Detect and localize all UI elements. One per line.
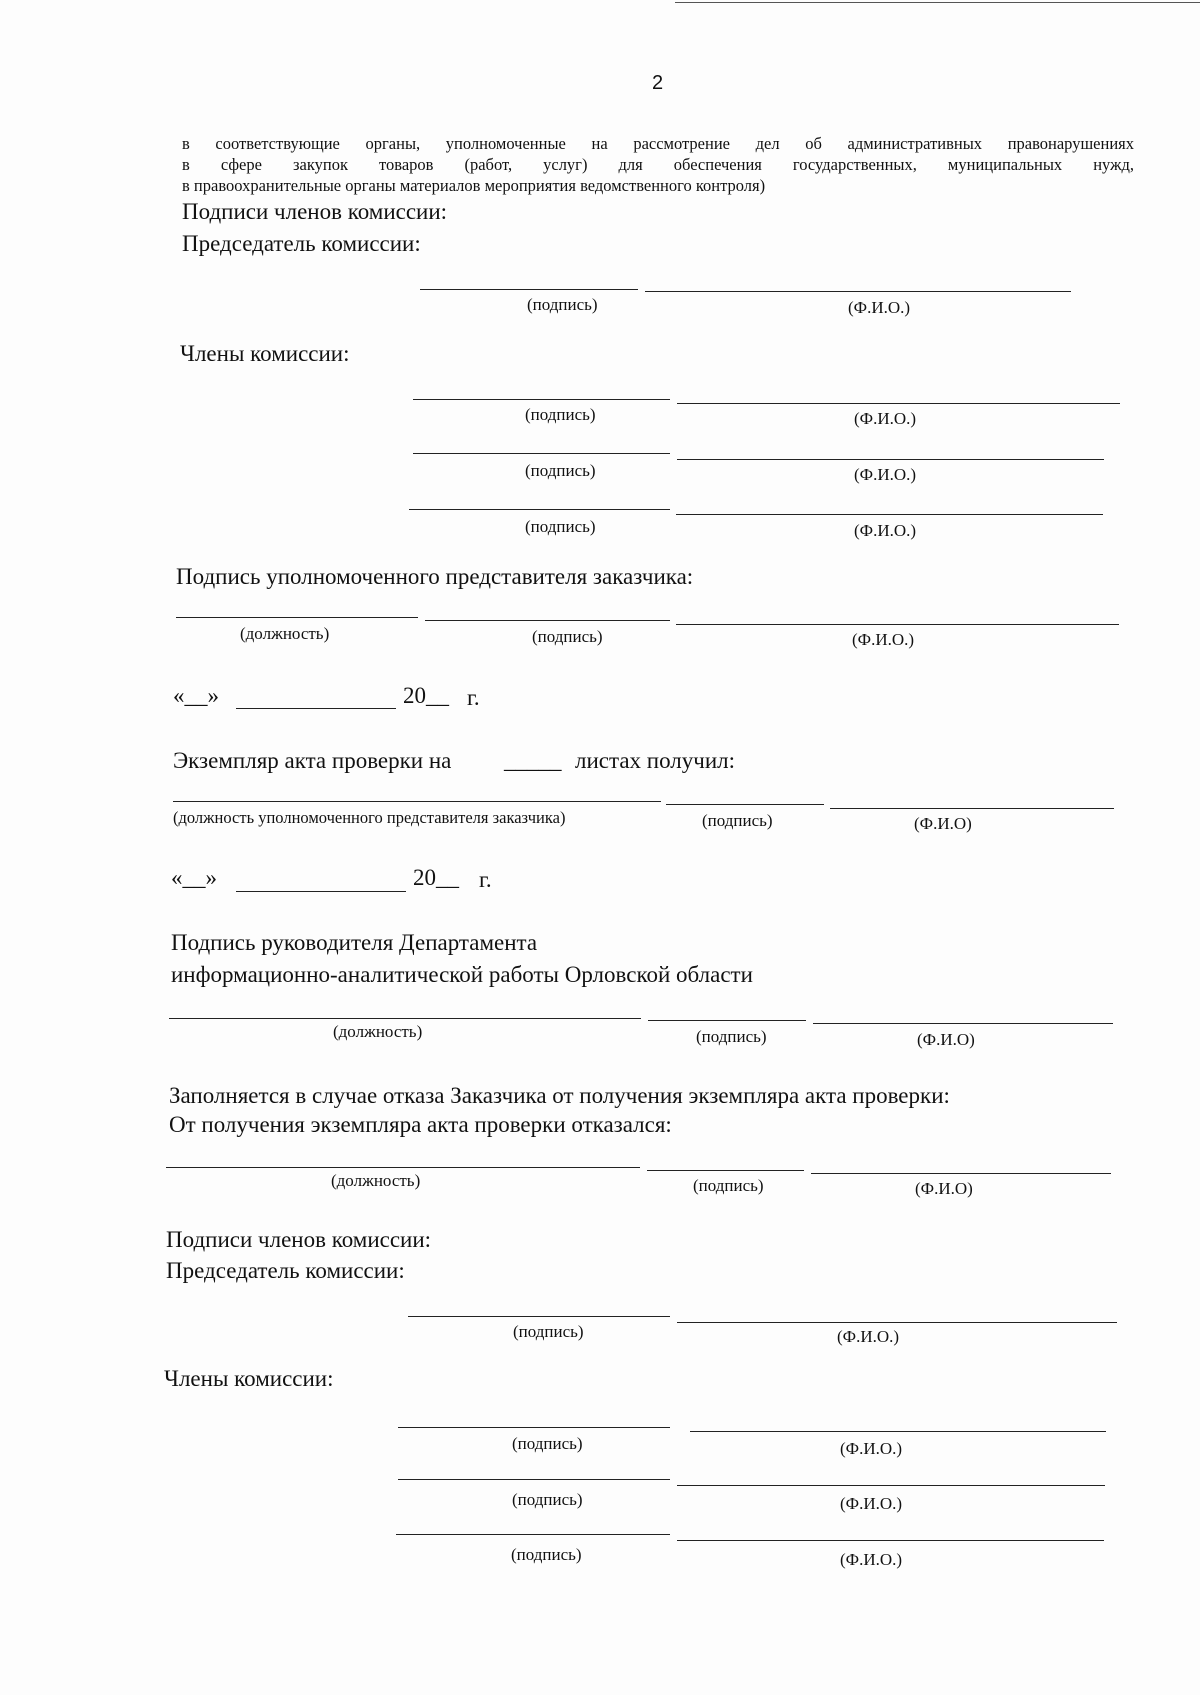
- refusal-signature-line: [647, 1170, 804, 1171]
- member-3-signature-caption: (подпись): [525, 517, 596, 536]
- chairman-signature-line: [420, 289, 638, 290]
- commission-2-member-1-signature-caption: (подпись): [512, 1434, 583, 1453]
- intro-paragraph: [182, 133, 1134, 196]
- member-3-signature-line: [409, 509, 670, 510]
- head-fio-caption: (Ф.И.О): [917, 1030, 975, 1049]
- refusal-position-caption: (должность): [331, 1171, 421, 1190]
- date-1-month-blank: [236, 708, 396, 709]
- copy-received-fio-caption: (Ф.И.О): [914, 814, 972, 833]
- customer-rep-position-caption: (должность): [240, 624, 330, 643]
- member-2-fio-line: [677, 459, 1104, 460]
- commission-2-member-1-fio-caption: (Ф.И.О.): [840, 1439, 903, 1458]
- customer-rep-position-line: [176, 617, 418, 618]
- copy-received-signature-caption: (подпись): [702, 811, 773, 830]
- date-1-year: 20__: [403, 683, 449, 708]
- commission-2-member-2-signature-caption: (подпись): [512, 1490, 583, 1509]
- commission-2-chairman-fio-line: [677, 1322, 1117, 1323]
- customer-rep-fio-line: [676, 624, 1119, 625]
- commission-2-members-heading: Члены комиссии:: [164, 1366, 334, 1391]
- head-position-caption: (должность): [333, 1022, 423, 1041]
- refusal-fio-line: [811, 1173, 1111, 1174]
- head-fio-line: [813, 1023, 1113, 1024]
- head-signature-line: [648, 1020, 806, 1021]
- date-2-day: «__»: [171, 865, 217, 890]
- intro-line-1: в соответствующие органы, уполномоченные на рассмотрение дел об административных правонарушениях: [182, 134, 1134, 153]
- head-signature-caption: (подпись): [696, 1027, 767, 1046]
- refusal-fio-caption: (Ф.И.О): [915, 1179, 973, 1198]
- commission-members-heading: Члены комиссии:: [180, 341, 350, 366]
- commission-2-chairman-heading: Председатель комиссии:: [166, 1258, 405, 1283]
- member-2-fio-caption: (Ф.И.О.): [854, 465, 917, 484]
- member-3-fio-line: [676, 514, 1103, 515]
- chairman-fio-line: [645, 291, 1071, 292]
- page-number: 2: [652, 72, 664, 94]
- member-3-fio-caption: (Ф.И.О.): [854, 521, 917, 540]
- commission-2-chairman-fio-caption: (Ф.И.О.): [837, 1327, 900, 1346]
- intro-line-3: в правоохранительные органы материалов мероприятия ведомственного контроля): [182, 176, 766, 195]
- top-edge-rule: [675, 2, 1200, 3]
- date-1-year-suffix: г.: [467, 685, 480, 710]
- member-1-signature-line: [413, 399, 670, 400]
- refusal-signature-caption: (подпись): [693, 1176, 764, 1195]
- date-1-day: «__»: [173, 683, 219, 708]
- copy-received-position-caption: (должность уполномоченного представителя заказчика): [173, 808, 566, 827]
- commission-2-member-1-fio-line: [690, 1431, 1106, 1432]
- copy-received-position-line: [173, 801, 661, 802]
- copy-received-signature-line: [666, 804, 824, 805]
- member-1-fio-caption: (Ф.И.О.): [854, 409, 917, 428]
- commission-2-member-3-fio-caption: (Ф.И.О.): [840, 1550, 903, 1569]
- copy-received-prefix: Экземпляр акта проверки на: [173, 748, 452, 773]
- commission-2-member-3-fio-line: [677, 1540, 1104, 1541]
- customer-rep-signature-line: [425, 620, 670, 621]
- commission-2-signatures-heading: Подписи членов комиссии:: [166, 1227, 432, 1252]
- member-1-fio-line: [677, 403, 1120, 404]
- member-2-signature-line: [413, 453, 670, 454]
- commission-2-member-2-fio-line: [677, 1485, 1105, 1486]
- commission-2-chairman-signature-line: [408, 1316, 670, 1317]
- copy-received-suffix: листах получил:: [575, 748, 736, 773]
- chairman-fio-caption: (Ф.И.О.): [848, 298, 911, 317]
- customer-rep-signature-caption: (подпись): [532, 627, 603, 646]
- copy-received-fio-line: [830, 808, 1114, 809]
- commission-signatures-heading: Подписи членов комиссии:: [182, 199, 448, 224]
- commission-chairman-heading: Председатель комиссии:: [182, 231, 421, 256]
- commission-2-member-1-signature-line: [398, 1427, 670, 1428]
- date-2-month-blank: [236, 891, 406, 892]
- refusal-line-2: От получения экземпляра акта проверки отказался:: [169, 1112, 672, 1137]
- customer-rep-fio-caption: (Ф.И.О.): [852, 630, 915, 649]
- date-2-year-suffix: г.: [479, 867, 492, 892]
- member-2-signature-caption: (подпись): [525, 461, 596, 480]
- customer-rep-heading: Подпись уполномоченного представителя заказчика:: [176, 564, 694, 589]
- head-signature-line-1: Подпись руководителя Департамента: [171, 930, 538, 955]
- head-signature-line-2: информационно-аналитической работы Орловской области: [171, 962, 753, 987]
- intro-line-2: в сфере закупок товаров (работ, услуг) для обеспечения государственных, муниципальных нужд,: [182, 155, 1134, 174]
- commission-2-member-2-signature-line: [398, 1479, 670, 1480]
- copy-received-blank: _____: [504, 748, 562, 773]
- commission-2-member-3-signature-caption: (подпись): [511, 1545, 582, 1564]
- refusal-position-line: [166, 1167, 640, 1168]
- date-2-year: 20__: [413, 865, 459, 890]
- head-position-line: [169, 1018, 641, 1019]
- chairman-signature-caption: (подпись): [527, 295, 598, 314]
- commission-2-member-3-signature-line: [396, 1534, 670, 1535]
- member-1-signature-caption: (подпись): [525, 405, 596, 424]
- refusal-line-1: Заполняется в случае отказа Заказчика от получения экземпляра акта проверки:: [169, 1083, 950, 1108]
- commission-2-chairman-signature-caption: (подпись): [513, 1322, 584, 1341]
- commission-2-member-2-fio-caption: (Ф.И.О.): [840, 1494, 903, 1513]
